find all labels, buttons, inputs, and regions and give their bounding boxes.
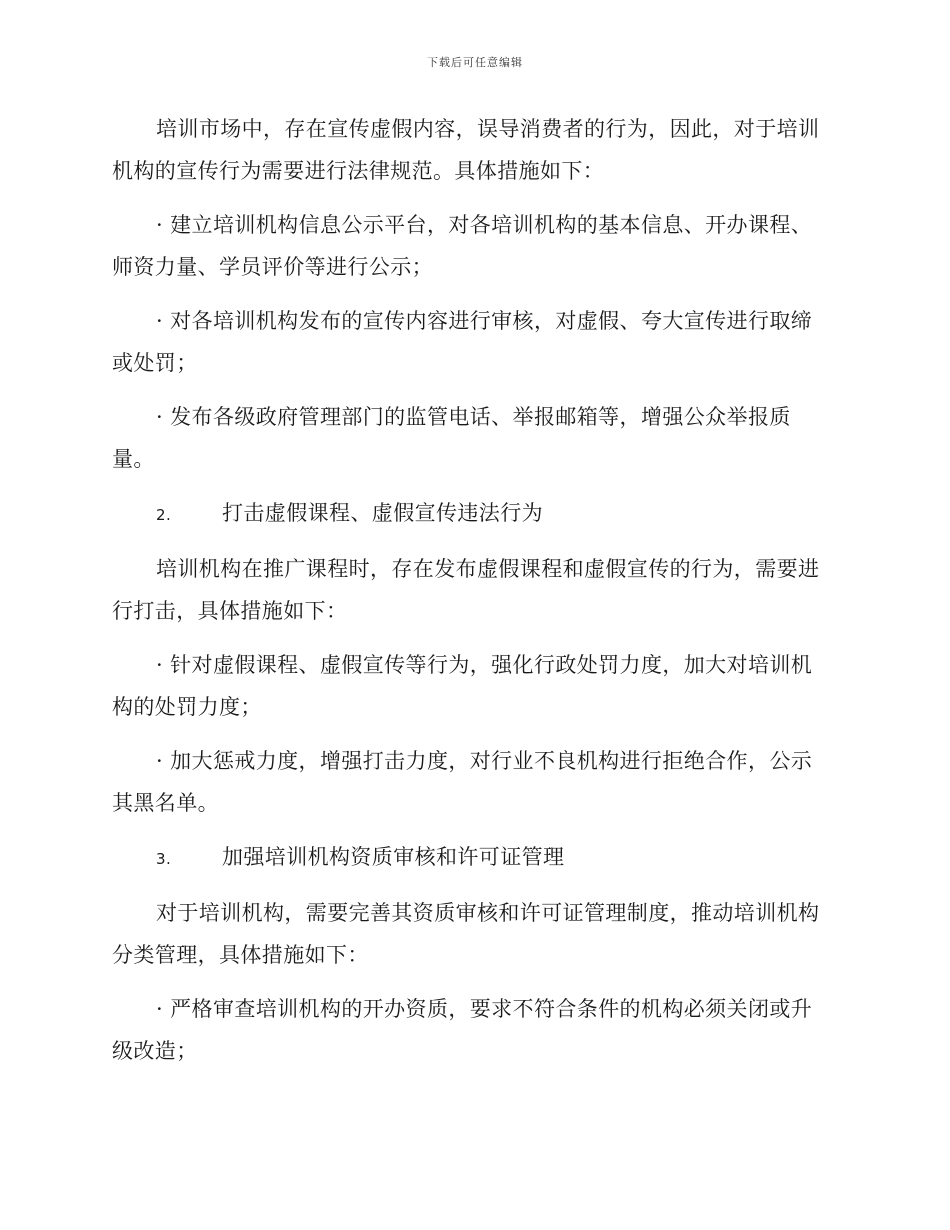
page-header: 下载后可任意编辑 [427, 56, 523, 69]
bullet-item-info-platform: · 建立培训机构信息公示平台，对各培训机构的基本信息、开办课程、师资力量、学员评价等进行公示； [112, 213, 813, 279]
bullet-item-penalties: · 针对虚假课程、虚假宣传等行为，强化行政处罚力度，加大对培训机构的处罚力度； [112, 653, 813, 719]
bullet-item-content-review: · 对各培训机构发布的宣传内容进行审核，对虚假、夸大宣传进行取缔或处罚； [112, 309, 813, 375]
bullet-item-blacklist: · 加大惩戒力度，增强打击力度，对行业不良机构进行拒绝合作，公示其黑名单。 [112, 749, 813, 815]
section-number-3: 3. [156, 850, 172, 868]
section-heading-3 [112, 836, 830, 880]
section-title-3: 加强培训机构资质审核和许可证管理 [222, 845, 565, 869]
section-heading-2 [112, 492, 830, 536]
paragraph-section-3-intro: 对于培训机构，需要完善其资质审核和许可证管理制度，推动培训机构分类管理，具体措施如下： [112, 901, 820, 967]
section-title-2: 打击虚假课程、虚假宣传违法行为 [222, 501, 543, 525]
bullet-item-qualification-review: · 严格审查培训机构的开办资质，要求不符合条件的机构必须关闭或升级改造； [112, 997, 813, 1063]
paragraph-intro: 培训市场中，存在宣传虚假内容，误导消费者的行为，因此，对于培训机构的宣传行为需要进行法律规范。具体措施如下： [112, 117, 820, 183]
paragraph-section-2-intro: 培训机构在推广课程时，存在发布虚假课程和虚假宣传的行为，需要进行打击，具体措施如下： [112, 557, 820, 623]
bullet-item-report-channels: · 发布各级政府管理部门的监管电话、举报邮箱等，增强公众举报质量。 [112, 405, 791, 471]
section-number-2: 2. [156, 506, 172, 524]
document-body [112, 108, 830, 1084]
